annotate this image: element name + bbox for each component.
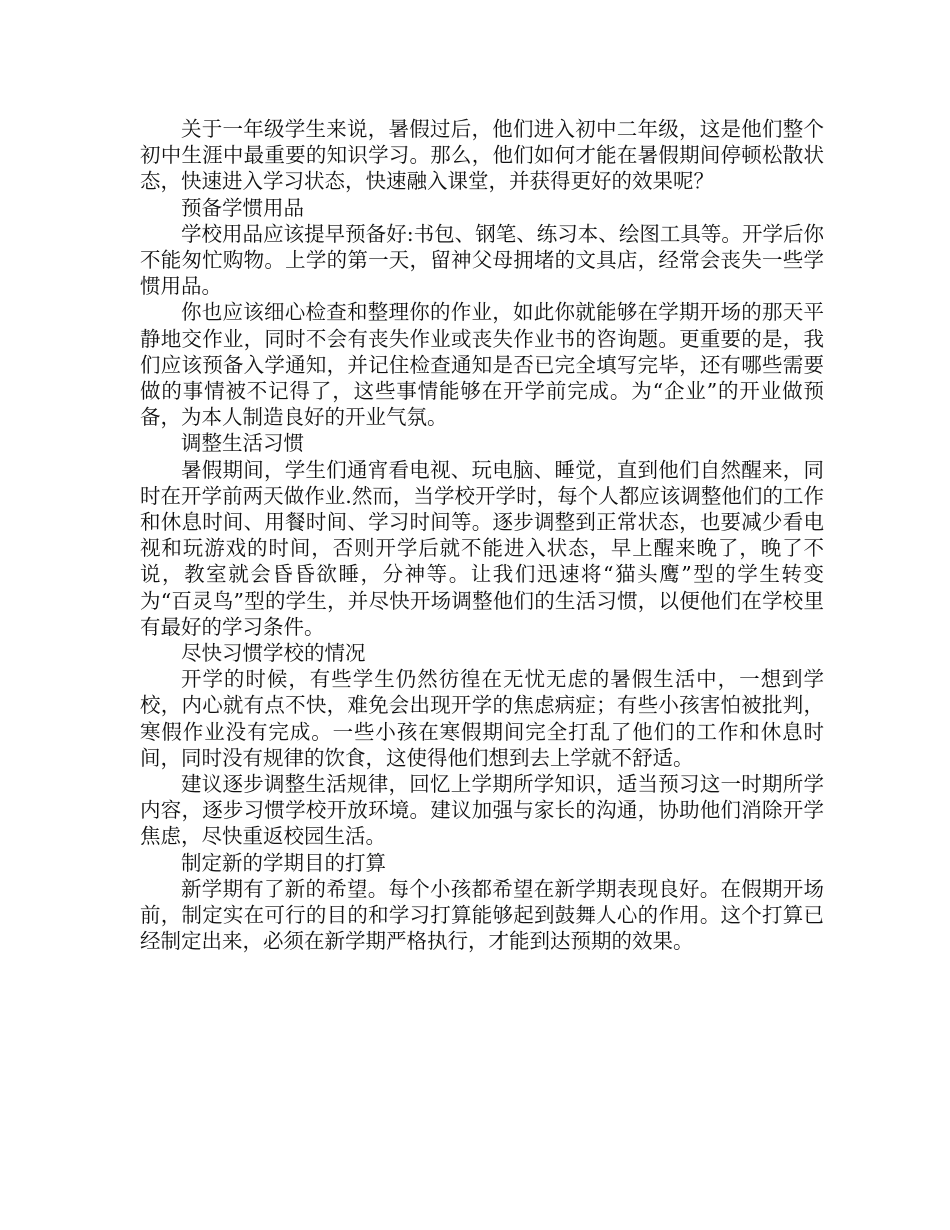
paragraph-homework: 你也应该细心检查和整理你的作业，如此你就能够在学期开场的那天平静地交作业，同时不会有丧失作业或丧失作业书的咨询题。更重要的是，我们应该预备入学通知，并记住检查通知是否已完全填写完毕，还有哪些需要做的事情被不记得了，这些事情能够在开学前完成。为“企业”的开业做预备，为本人制造良好的开业气氛。 [140,300,824,430]
paragraph-adapt: 开学的时候，有些学生仍然彷徨在无忧无虑的暑假生活中，一想到学校，内心就有点不快，难免会出现开学的焦虑病症；有些小孩害怕被批判，寒假作业没有完成。一些小孩在寒假期间完全打乱了他们的工作和休息时间，同时没有规律的饮食，这使得他们想到去上学就不舒适。 [140,667,824,770]
paragraph-plan: 新学期有了新的希望。每个小孩都希望在新学期表现良好。在假期开场前，制定实在可行的目的和学习打算能够起到鼓舞人心的作用。这个打算已经制定出来，必须在新学期严格执行，才能到达预期的效果。 [140,876,824,954]
section-heading-adapt: 尽快习惯学校的情况 [181,641,366,666]
section-heading-plan: 制定新的学期目的打算 [181,850,386,875]
intro-paragraph: 关于一年级学生来说，暑假过后，他们进入初中二年级，这是他们整个初中生涯中最重要的知识学习。那么，他们如何才能在暑假期间停顿松散状态，快速进入学习状态，快速融入课堂，并获得更好的效果呢？ [140,117,824,194]
paragraph-advice: 建议逐步调整生活规律，回忆上学期所学知识，适当预习这一时期所学内容，逐步习惯学校开放环境。建议加强与家长的沟通，协助他们消除开学焦虑，尽快重返校园生活。 [140,772,824,849]
paragraph-supplies: 学校用品应该提早预备好:书包、钢笔、练习本、绘图工具等。开学后你不能匆忙购物。上学的第一天，留神父母拥堵的文具店，经常会丧失一些学惯用品。 [140,221,824,299]
paragraph-habits: 暑假期间，学生们通宵看电视、玩电脑、睡觉，直到他们自然醒来，同时在开学前两天做作业.然而，当学校开学时，每个人都应该调整他们的工作和休息时间、用餐时间、学习时间等。逐步调整到正常状态，也要减少看电视和玩游戏的时间，否则开学后就不能进入状态，早上醒来晚了，晚了不说，教室就会昏昏欲睡，分神等。让我们迅速将“猫头鹰”型的学生转变为“百灵鸟”型的学生，并尽快开场调整他们的生活习惯，以便他们在学校里有最好的学习条件。 [140,457,824,639]
section-heading-supplies: 预备学惯用品 [181,195,304,220]
section-heading-habits: 调整生活习惯 [181,431,304,456]
document-page [140,116,824,955]
